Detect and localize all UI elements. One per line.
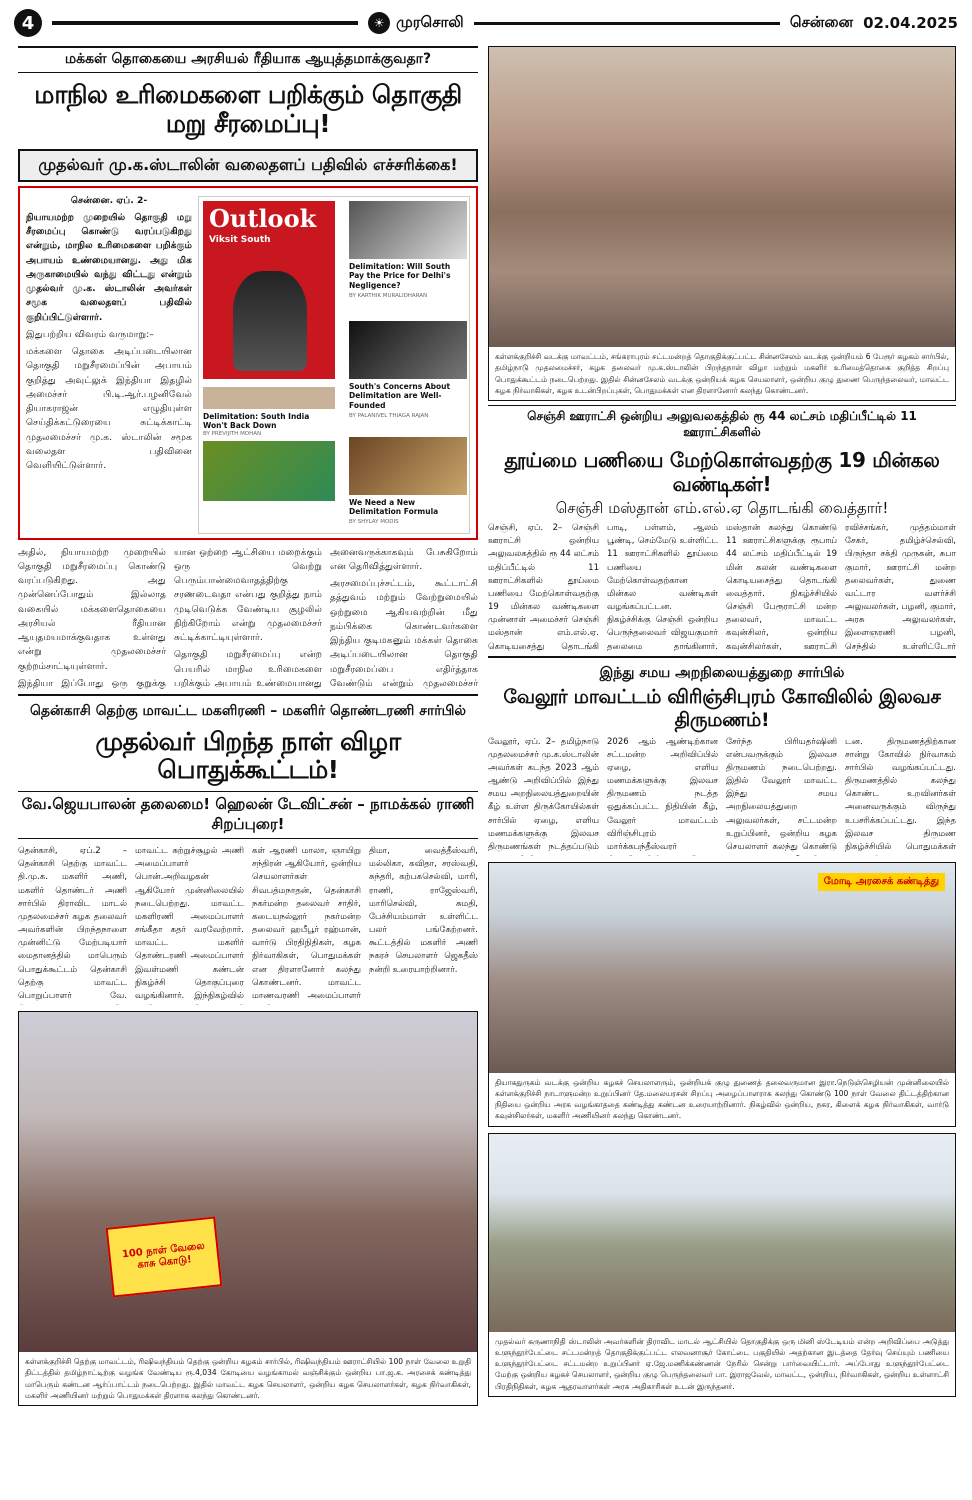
story2-headline: முதல்வர் பிறந்த நாள் விழா பொதுக்கூட்டம்! <box>95 726 401 785</box>
article-3-thumbnail <box>203 441 335 501</box>
story2-kicker: தென்காசி தெற்கு மாவட்ட மகளிரணி – மகளிர் தொண்டரணி சார்பில் <box>30 702 466 719</box>
story4-kicker: இந்து சமய அறநிலையத்துறை சார்பில் <box>599 665 845 681</box>
section-rule <box>18 694 478 696</box>
story1-dateline: சென்னை. ஏப். 2- <box>70 194 148 206</box>
article-2-title: South's Concerns About Delimitation are Well-Founded <box>349 381 451 410</box>
protest-photo-2 <box>489 863 955 1073</box>
story1-body-columns <box>18 546 478 690</box>
meeting-photo <box>489 47 955 347</box>
story4-headline: வேலூர் மாவட்டம் விரிஞ்சிபுரம் கோவிலில் இலவச திருமணம்! <box>503 686 941 731</box>
outlook-screenshot-box <box>18 186 478 540</box>
story4-col1: வேலூர், ஏப். 2– தமிழ்நாடு முதலமைச்சர் மு.க.ஸ்டாலின் அவர்கள் கடந்த 2023 ஆம் ஆண்டு அறிவிப்பில் இந்து சமய அறநிலையத்துறையின் கீழ் உள்ள திருக்கோயில்கள் சார்பில் ஏழை, எளிய மணமக்களுக்கு இலவச திருமணங்கள் நடத்தப்படும் <box>488 736 599 852</box>
left-column <box>18 46 478 1406</box>
top-right-photo-block <box>488 46 956 401</box>
article-3-byline: BY PREVIJITH MOHAN <box>203 431 262 437</box>
article-4-title: We Need a New Delimitation Formula <box>349 497 439 517</box>
story3-headline: தூய்மை பணியை மேற்கொள்வதற்கு 19 மின்கல வண்டிகள்! <box>504 448 940 496</box>
story1-headline: மாநில உரிமைகளை பறிக்கும் தொகுதி மறு சீரமைப்பு! <box>34 80 462 138</box>
mid-right-photo-block <box>488 862 956 1127</box>
story1-col3 <box>330 546 478 690</box>
story1-p7: தொகுதி மறுசீரமைப்பு என்ற பெயரில் மாநில உரிமைகளை பறிக்கும் அபாயம் உண்மையானது <box>174 649 322 689</box>
story1-p5: இந்தியா இப்போது ஒரு குறுக்கு <box>18 677 166 689</box>
outlook-cover-line: Viksit South <box>209 234 271 245</box>
protest-photo-image <box>19 1012 477 1352</box>
story1-p3: மக்களை தொகை அடிப்படையிலான தொகுதி மறுசீரமைப்பின் அபாயம் குறித்து அவுட்லுக் இந்தியா இதழில் அமைச்சர் பி.டி.ஆர்.பழனிவேல் தியாகராஜன் எழுதியுள்ள செய்திக்கட்டுரையை சுட்டிக்காட்டி முதலமைச்சர் மு.க. ஸ்டாலின் சமூக வலைதள பதிவினை வெளியிட்டுள்ளார். <box>26 346 192 471</box>
masthead-date: 02.04.2025 <box>863 14 958 32</box>
story3-col3: மஸ்தான் கலந்து கொண்டு 11 ஊராட்சிகளுக்கு ரூபாய் 44 லட்சம் மதிப்பீட்டில் 19 மின் கலன் வண்டிகளை கொடியசைத்து தொடங்கி வைத்தார். நிகழ்ச்சியில் செஞ்சி பேரூராட்சி மன்ற தலைவர், மாவட்ட கவுன்சிலர், ஒன்றிய கவுன்சிலர்கள், ஊராட்சி <box>726 523 837 652</box>
article-2-thumbnail <box>349 321 467 379</box>
protest-banner: மோடி அரசைக் கண்டித்து <box>818 873 945 891</box>
site-visit-photo-caption: முதல்வர் கருணாநிதி ஸ்டாலின் அவர்களின் திராவிட மாடல் ஆட்சியில் தொகுதிக்கு ஒரு மினி ஸ்டேடியம் என்ற அறிவிப்பை அடுத்து உளுந்தூர்பேட்டை சட்டமன்றத் தொகுதிக்குட்பட்ட எலவனாசூர் கோட்டை பகுதியில் அதற்கான இடத்தை தேர்வு செய்யும் பணியை உளுந்தூர்பேட்டை சட்டமன்ற உறுப்பினர் ஏ.ஜே.மணிக்கண்ணன் நேரில் சென்று பார்வையிட்டார். அப்போது உளுந்தூர்பேட்டை மேற்கு ஒன்றிய கழகச் செயலாளர், ஒன்றிய குழு பெருந்தலைவர் பா. இராஜவேல், மாவட்ட, ஒன்றிய, நிர்வாகிகள், ஒன்றிய உள்ளாட்சி பிரதிநிதிகள், கழக ஆதரவாளர்கள் அரசு அதிகாரிகள் உடன் இருந்தனர். <box>495 1336 949 1391</box>
masthead-city: சென்னை <box>789 13 854 31</box>
story4-col3: சேர்ந்த பிரியதர்ஷினி என்பவருக்கும் இலவச திருமணம் நடைபெற்றது. இதில் வேலூர் மாவட்ட இந்து சமய அறநிலையத்துறை அலுவலர்கள், சட்டமன்ற உறுப்பினர், ஒன்றிய கழக செயலாளர் கலந்து கொண்டு <box>726 736 837 852</box>
protest-photo-caption: கள்ளக்குறிச்சி தெற்கு மாவட்டம், ரிஷிவந்தியம் தெற்கு ஒன்றிய கழகம் சார்பில், ரிஷிவந்தியம் ஊராட்சியில் 100 நாள் வேலை உறுதி திட்டத்தில் தமிழ்நாட்டிற்கு வழங்க வேண்டிய ரூ.4,034 கோடியை வழங்காமல் வஞ்சிக்கும் ஒன்றிய பா.ஜ.க. அரசைக் கண்டித்து மாபெரும் கண்டன ஆர்ப்பாட்டம் நடைபெற்றது. இதில் மாவட்ட கழக செயலாளர், ஒன்றிய கழக செயலாளர்கள், கழக நிர்வாகிகள், மகளிர் அணியினர் மற்றும் பொதுமக்கள் திரளாக கலந்து கொண்டனர். <box>25 1357 471 1400</box>
paper-logo <box>368 12 464 34</box>
story1-lead: நியாயமற்ற முறையில் தொகுதி மறு சீரமைப்பு கொண்டு வரப்படுகிறது என்றும், மாநில உரிமைகளை பறிக்கும் அபாயம் உண்மையானது. அது மிக அருகாமையில் வந்து விட்டது என்றும் முதல்வர் மு.க. ஸ்டாலின் அவர்கள் சமூக வலைதளப் பதிவில் குறிப்பிட்டுள்ளார். <box>26 211 192 323</box>
article-1-title: Delimitation: Will South Pay the Price for Delhi's Negligence? <box>349 261 451 290</box>
outlook-article-1 <box>349 201 467 299</box>
protest-photo <box>19 1012 477 1352</box>
masthead-rule-right <box>474 22 780 25</box>
outlook-article-2 <box>349 321 467 419</box>
section-rule-right <box>488 656 956 658</box>
story1-kicker: மக்கள் தொகையை அரசியல் ரீதியாக ஆயுத்தமாக்குவதா? <box>18 46 478 73</box>
story1-col2 <box>174 546 322 690</box>
masthead <box>14 6 958 40</box>
story1-deck: முதல்வர் மு.க.ஸ்டாலின் வலைதளப் பதிவில் எச்சரிக்கை! <box>18 149 478 182</box>
story2-col2: மாவட்ட சுற்றுச்சூழல் அணி அமைப்பாளர் பொன்.அறிவழகன் ஆகியோர் முன்னிலையில் நடைபெற்றது. மாவட்ட மகளிரணி அமைப்பாளர் சங்கீதா கதர் வரவேற்றார். மாவட்ட மகளிர் தொண்டரணி அமைப்பாளர் இவள்மணி கண்டன் நிகழ்ச்சி தொகுப்புரை வழங்கினார். இந்நிகழ்வில் <box>135 846 244 1001</box>
story4-col2: 2026 ஆம் ஆண்டிற்கான சட்டமன்ற அறிவிப்பில் ஏழை, எளிய மணமக்களுக்கு இலவச திருமணம் நடத்த ஒதுக்கப்பட்ட நிதியின் கீழ், வேலூர் மாவட்டம் விரிஞ்சிபுரம் மார்க்கபந்தீஸ்வரர் <box>607 736 718 852</box>
story3-col2: பாடி, பள்ளம், ஆலம் பூண்டி, செம்மேடு உள்ளிட்ட 11 ஊராட்சிகளில் தூய்மை பணியை மேற்கொள்வதற்கான மின்கல வண்டிகள் வழங்கப்பட்டன. நிகழ்ச்சிக்கு செஞ்சி ஒன்றிய பெருந்தலைவர் விஜயகுமார் தலைமை தாங்கினார். <box>607 523 718 652</box>
story4-col4: டன. திருமணத்திற்கான சான்று கோவில் நிர்வாகம் சார்பில் வழங்கப்பட்டது. திருமணத்தில் கலந்து கொண்ட உறவினர்கள் அனைவருக்கும் விருந்து உபசரிக்கப்பட்டது. இந்த இலவச திருமண நிகழ்ச்சியில் பொதுமக்கள் <box>845 736 956 852</box>
meeting-photo-caption: கள்ளக்குறிச்சி வடக்கு மாவட்டம், சங்கராபுரம் சட்டமன்றத் தொகுதிக்குட்பட்ட சின்னசேலம் வடக்கு ஒன்றியம் 6 பேரூர் கழகம் சார்பில், தமிழ்நாடு முதலமைச்சர், கழக தலைவர் மு.க.ஸ்டாலின் பிறந்தநாள் விழா மற்றும் மகளிர் உரிமைத்தொகை குறித்த சிறப்பு பொதுக்கூட்டம் நடைபெற்றது. இதில் சின்னசேலம் வடக்கு ஒன்றியக் கழக செயலாளர், ஒன்றிய குழு துணை பெருந்தலைவர், மாவட்ட கழக நிர்வாகிகள், கழக உடன்பிறப்புகள், பொதுமக்கள் என திரளானோர் கலந்து கொண்டனர். <box>495 352 949 395</box>
protest-placard: 100 நாள் வேலை காசு கொடு! <box>106 1216 223 1297</box>
story2-body-columns <box>18 845 478 1005</box>
page-number: 4 <box>14 9 42 37</box>
article-4-byline: BY SHYLAY MODIS <box>349 519 399 525</box>
story1-p2: இதுபற்றிய விவரம் வருமாறு:– <box>26 328 154 340</box>
story1-lead-column <box>26 194 192 477</box>
article-3-map-strip <box>203 387 335 409</box>
outlook-cover <box>203 201 335 379</box>
cover-portrait <box>233 271 307 371</box>
outlook-article-3 <box>203 387 335 502</box>
protest-photo-2-caption: தியாகதுருகம் வடக்கு ஒன்றிய கழகச் செயலாளரும், ஒன்றியக் குழு துணைத் தலைவருமான இரா.நெடுஞ்செழியன் முன்னிலையில் கள்ளக்குறிச்சி நாடாளுமன்ற உறுப்பினர் தே.மலையரசன் சிறப்பு அழைப்பாளராக கலந்து கொண்டு 100 நாள் வேலை திட்டத்திற்கான நிதியை ஒன்றிய அரசு வழங்காததை கண்டித்து கண்டன உரையாற்றினார். நிகழ்வில் ஒன்றிய, நகர, கிளைக் கழக நிர்வாகிகள், வார்டு கவுன்சிலர்கள், மகளிர் அணியினர் கலந்து கொண்டனர். <box>495 1077 949 1121</box>
site-visit-photo <box>489 1134 955 1332</box>
story2-col1: தென்காசி, ஏப்.2 – தென்காசி தெற்கு மாவட்ட தி.மு.க. மகளிர் அணி, மகளிர் தொண்டர் அணி சார்பில் திராவிட மாடல் முதலமைச்சர் கழக தலைவர் அவர்களின் பிறந்தநாளை முன்னிட்டு மேற்படியார் மைதானத்தில் மாபெரும் பொதுக்கூட்டம் தென்காசி தெற்கு மாவட்ட பொறுப்பாளர் வே. <box>18 846 127 1001</box>
story1-p8: அனைவருக்காகவும் பேசுகிறோம் என தெரிவித்துள்ளார். <box>330 546 478 572</box>
masthead-rule-left <box>52 21 358 25</box>
story1-p9: அரசமைப்புச்சட்டம், கூட்டாட்சி தத்துவம் மற்றும் வேற்றுமையில் ஒற்றுமை ஆகியவற்றின் மீது நம்பிக்கை கொண்டவர்களை இந்திய குடிமகனும் மக்கள் தொகை அடிப்படையிலான தொகுதி மறுசீரமைப்பை எதிர்த்தாக வேண்டும் என்றும் முதலமைச்சர் <box>330 578 478 689</box>
protest-photo-2-image <box>489 863 955 1073</box>
rising-sun-icon: ☀ <box>368 12 390 34</box>
story1-p4: அதில், நியாயமற்ற முறையில் தொகுதி மறுசீரமைப்பு கொண்டு வரப்படுகிறது. அது முன்னெப்போதும் இல்லாத வகையில் மக்களைதொகையை அரசியல் ரீதியான ஆயுதமயமாக்குவதாக உள்ளது என்று முதலமைச்சர் குற்றம்சாட்டியுள்ளார். <box>18 546 166 672</box>
site-visit-photo-image <box>489 1134 955 1332</box>
story3-body-columns <box>488 522 956 652</box>
story3-deck: செஞ்சி மஸ்தான் எம்.எல்.ஏ தொடங்கி வைத்தார்! <box>555 499 889 517</box>
story3-kicker: செஞ்சி ஊராட்சி ஒன்றிய அலுவலகத்தில் ரூ 44 லட்சம் மதிப்பீட்டில் 11 ஊராட்சிகளில் <box>488 405 956 444</box>
article-3-title: Delimitation: South India Won't Back Down <box>203 411 310 431</box>
outlook-webpage-image <box>198 196 470 534</box>
story2-col4: திமா, வைத்தீஸ்வரி, மல்லிகா, கவிதா, சரஸ்வதி, சுந்தரி, கற்பகசெல்வி, மாரி, ராணி, ராஜேஸ்வரி, மாரிசெல்வி, சுமதி, பேச்சியம்மாள் உள்ளிட்ட பலர் பங்கேற்றனர். கூட்டத்தில் மகளிர் அணி நகரச் செயலாளர் ஜெகதீஸ் நன்றி உரையாற்றினார். <box>369 846 478 975</box>
meeting-photo-image <box>489 47 955 347</box>
article-1-byline: BY KARTHIK MURALIDHARAN <box>349 292 428 299</box>
story2-col3: கள் ஆரணி மாலா, ஞாயிறு சந்திரன் ஆகியோர், ஒன்றிய செயலாளர்கள் சிவபத்மநாதன், தென்காசி நகர்மன்ற தலைவர் சாதிர், கடையநல்லூர் நகர்மன்ற தலைவர் ஹபீபூர் ரஹ்மான், வார்டு பிரதிநிதிகள், கழக நிர்வாகிகள், பொதுமக்கள் என திரளானோர் கலந்து கொண்டனர். மாவட்ட மாணவரணி அமைப்பாளர் <box>252 846 361 1001</box>
story2-deck: வே.ஜெயபாலன் தலைமை! ஹெலன் டேவிட்சன் – நாமக்கல் ராணி சிறப்புரை! <box>18 791 478 839</box>
story1-p6: யான ஒற்றை ஆட்சியை மறைக்கும் ஒரு வெற்று பெரும்பான்மைவாதத்திற்கு சரணடைவதா என்பது குறித்து நாம் முடிவெடுக்க வேண்டிய சூழலில் நிற்கிறோம் என்று முதலமைச்சர் சுட்டிக்காட்டியுள்ளார். <box>174 546 322 643</box>
paper-name: முரசொலி <box>396 13 464 31</box>
story3-col4: ரவிச்சங்கர், முத்தம்மாள் சேகர், தமிழ்ச்செல்வி, பிருந்தா சக்தி முருகன், சுபா குமார், ஊராட்சி மன்ற தலைவர்கள், துணை வட்டார வளர்ச்சி அலுவலர்கள், பழனி, குமார், அரசு அலுவலர்கள், இளைஞரணி பழனி, செந்தில் உள்ளிட்டோர் <box>845 523 956 652</box>
story1-col1 <box>18 546 166 690</box>
right-column <box>488 46 956 1397</box>
article-1-thumbnail <box>349 201 467 259</box>
article-4-thumbnail <box>349 437 467 495</box>
bottom-right-photo-block <box>488 1133 956 1397</box>
article-2-byline: BY PALANIVEL THIAGA RAJAN <box>349 412 429 419</box>
bottom-left-photo-block <box>18 1011 478 1406</box>
story4-body-columns <box>488 736 956 856</box>
outlook-article-4 <box>349 437 467 526</box>
outlook-masthead: Outlook <box>209 203 317 233</box>
story3-col1: செஞ்சி, ஏப். 2– செஞ்சி ஊராட்சி ஒன்றிய அலுவலகத்தில் ரூ 44 லட்சம் மதிப்பீட்டில் 11 ஊராட்சிகளில் தூய்மை பணியை மேற்கொள்வதற்கு 19 மின்கல வண்டிகளை முன்னாள் அமைச்சர் செஞ்சி மஸ்தான் எம்.எல்.ஏ. கொடியசைத்து தொடங்கி <box>488 523 599 652</box>
